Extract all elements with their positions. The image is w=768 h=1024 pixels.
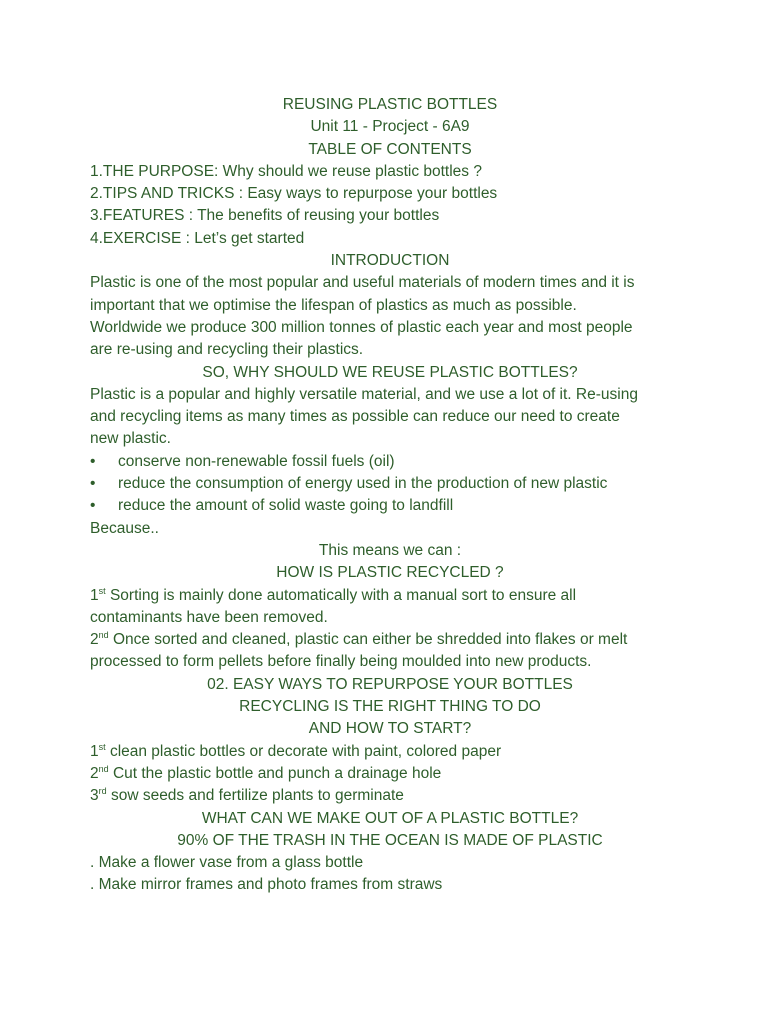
recycle-step-1-cont: contaminants have been removed. [90,608,328,626]
toc-heading: TABLE OF CONTENTS [308,140,472,158]
step-number: 2 [90,764,99,782]
recycle-step-2-cont: processed to form pellets before finally being moulded into new products. [90,653,592,671]
step-ordinal: rd [98,786,107,797]
step-number: 2 [90,631,99,649]
repurpose-subheading: RECYCLING IS THE RIGHT THING TO DO [239,698,541,716]
bullet-symbol: • [90,497,96,515]
step-text: clean plastic bottles or decorate with paint, colored paper [105,742,502,760]
step-ordinal: st [98,741,106,752]
why-heading: SO, WHY SHOULD WE REUSE PLASTIC BOTTLES? [202,363,578,381]
why-line: Plastic is a popular and highly versatile material, and we use a lot of it. Re-using [90,385,638,403]
introduction-line: Worldwide we produce 300 million tonnes of plastic each year and most people [90,318,633,336]
toc-item-2: 2.TIPS AND TRICKS : Easy ways to repurpose your bottles [90,185,498,203]
repurpose-step [90,785,690,807]
document-body [90,94,690,897]
step-text: Cut the plastic bottle and punch a drainage hole [108,764,442,782]
make-item: . Make a flower vase from a glass bottle [90,854,364,872]
step-text: sow seeds and fertilize plants to germinate [106,787,404,805]
bullet-text: reduce the consumption of energy used in the production of new plastic [118,475,608,493]
bullet-text: conserve non-renewable fossil fuels (oil) [118,452,395,470]
repurpose-subheading: AND HOW TO START? [308,720,472,738]
why-line: new plastic. [90,430,171,448]
repurpose-step [90,763,690,785]
why-line: and recycling items as many times as possible can reduce our need to create [90,408,620,426]
step-number: 1 [90,742,99,760]
make-heading: WHAT CAN WE MAKE OUT OF A PLASTIC BOTTLE? [201,809,579,827]
because-text: Because.. [90,519,159,537]
introduction-heading: INTRODUCTION [330,252,450,270]
introduction-line: are re-using and recycling their plastics. [90,341,364,359]
bullet-symbol: • [90,452,96,470]
step-text: Once sorted and cleaned, plastic can either be shredded into flakes or melt [108,631,628,649]
bullet-item [90,495,690,517]
means-text: This means we can : [318,541,462,559]
toc-item-4: 4.EXERCISE : Let’s get started [90,229,305,247]
document-subtitle: Unit 11 - Procject - 6A9 [310,118,470,136]
make-item: . Make mirror frames and photo frames from straws [90,876,443,894]
introduction-line: important that we optimise the lifespan of plastics as much as possible. [90,296,577,314]
step-number: 3 [90,787,99,805]
step-ordinal: nd [98,763,109,774]
step-text: Sorting is mainly done automatically with a manual sort to ensure all [105,586,577,604]
make-subheading: 90% OF THE TRASH IN THE OCEAN IS MADE OF PLASTIC [177,831,603,849]
bullet-symbol: • [90,475,96,493]
repurpose-heading: 02. EASY WAYS TO REPURPOSE YOUR BOTTLES [207,675,573,693]
repurpose-step [90,741,690,763]
toc-item-1: 1.THE PURPOSE: Why should we reuse plastic bottles ? [90,162,482,180]
toc-item-3: 3.FEATURES : The benefits of reusing your bottles [90,207,440,225]
step-ordinal: nd [98,629,109,640]
document-title: REUSING PLASTIC BOTTLES [282,96,498,113]
recycled-heading: HOW IS PLASTIC RECYCLED ? [276,564,504,582]
introduction-line: Plastic is one of the most popular and useful materials of modern times and it is [90,274,635,292]
recycle-step-1 [90,585,690,607]
bullet-text: reduce the amount of solid waste going to landfill [118,497,454,515]
bullet-item [90,473,690,495]
bullet-item [90,451,690,473]
step-number: 1 [90,586,99,604]
step-ordinal: st [98,585,106,596]
recycle-step-2 [90,629,690,651]
